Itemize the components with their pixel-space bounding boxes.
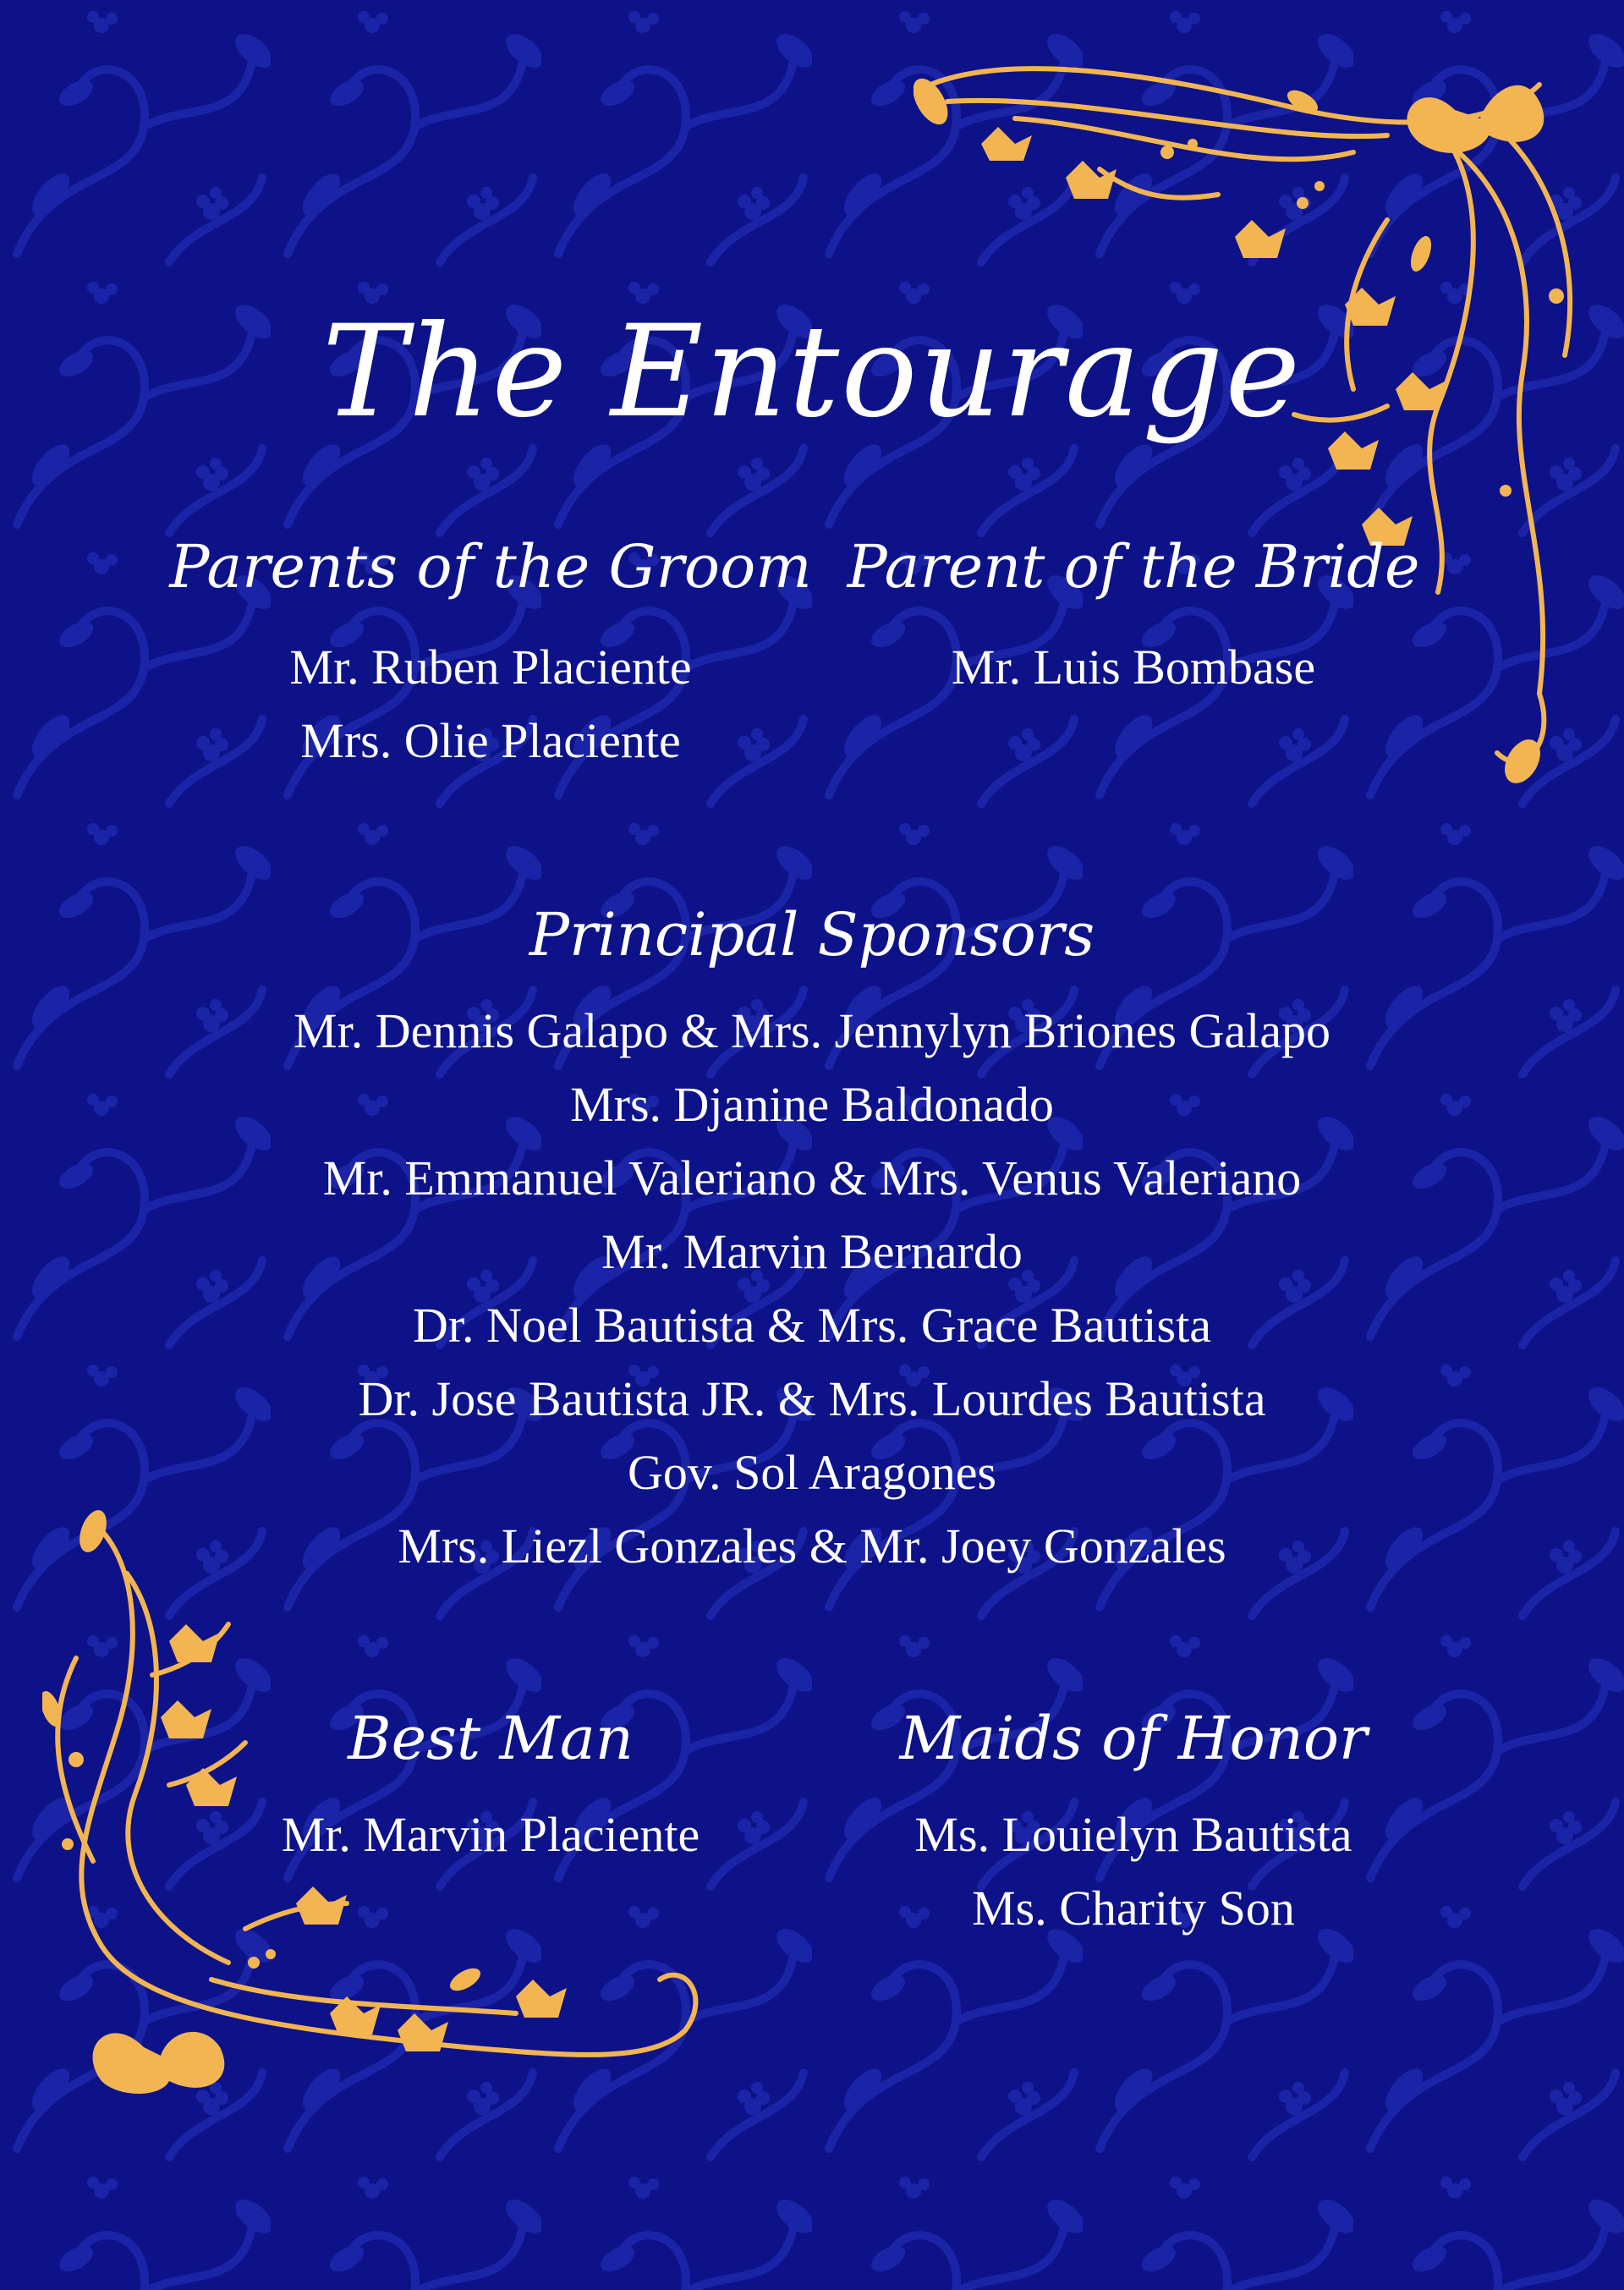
list-item: Mr. Dennis Galapo & Mrs. Jennylyn Briones Galapo bbox=[294, 1003, 1330, 1058]
list-item: Dr. Noel Bautista & Mrs. Grace Bautista bbox=[413, 1298, 1211, 1353]
best-man-list bbox=[169, 1798, 812, 1871]
list-item: Mrs. Liezl Gonzales & Mr. Joey Gonzales bbox=[398, 1518, 1226, 1573]
list-item: Ms. Charity Son bbox=[972, 1881, 1295, 1936]
best-man-heading: Best Man bbox=[348, 1704, 634, 1773]
maids-of-honor-heading: Maids of Honor bbox=[899, 1704, 1368, 1773]
maids-of-honor-list bbox=[837, 1798, 1429, 1945]
list-item: Mr. Ruben Placiente bbox=[289, 640, 692, 695]
principal-sponsors-heading: Principal Sponsors bbox=[529, 900, 1095, 969]
list-item: Mrs. Djanine Baldonado bbox=[570, 1077, 1054, 1132]
parents-of-groom-heading: Parents of the Groom bbox=[169, 532, 812, 601]
list-item: Mrs. Olie Placiente bbox=[300, 713, 681, 768]
list-item: Mr. Luis Bombase bbox=[951, 640, 1316, 695]
list-item: Gov. Sol Aragones bbox=[627, 1445, 997, 1500]
principal-sponsors-list bbox=[0, 994, 1624, 1583]
list-item: Mr. Marvin Placiente bbox=[281, 1807, 700, 1862]
parent-of-bride-heading: Parent of the Bride bbox=[847, 532, 1420, 601]
list-item: Mr. Emmanuel Valeriano & Mrs. Venus Valeriano bbox=[322, 1150, 1302, 1205]
page-title: The Entourage bbox=[321, 299, 1303, 446]
list-item: Dr. Jose Bautista JR. & Mrs. Lourdes Bautista bbox=[358, 1371, 1266, 1426]
parent-of-bride-list bbox=[837, 630, 1429, 704]
list-item: Mr. Marvin Bernardo bbox=[601, 1224, 1023, 1279]
list-item: Ms. Louielyn Bautista bbox=[914, 1807, 1352, 1862]
parents-of-groom-list bbox=[169, 630, 812, 777]
